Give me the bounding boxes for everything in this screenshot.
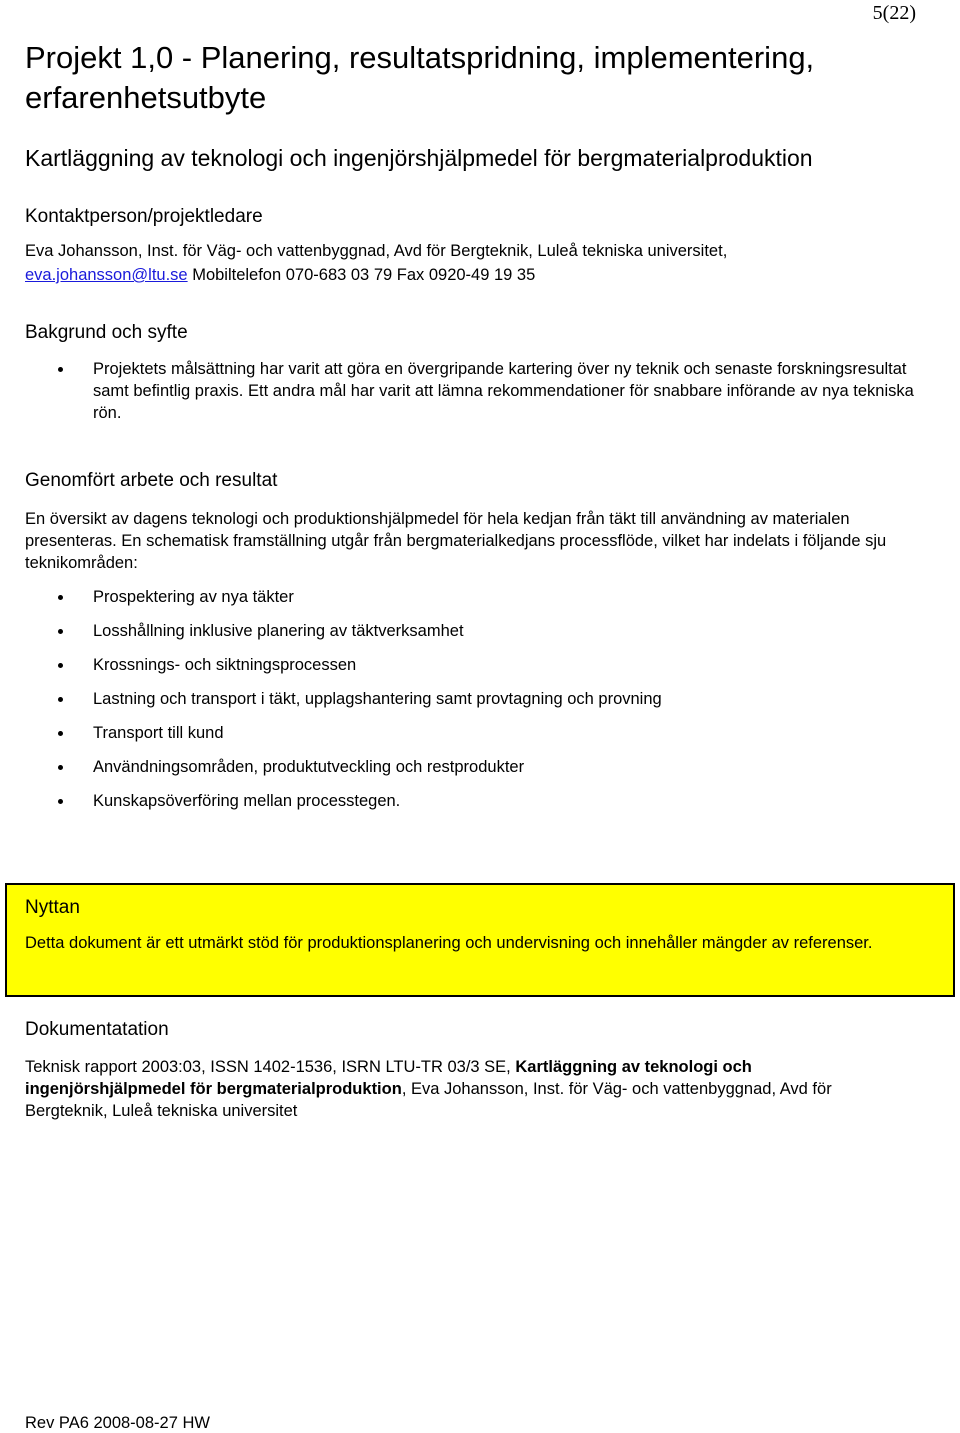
doc-report-title: Kartläggning av teknologi och ingenjörshjälpmedel för bergmaterialproduktion bbox=[25, 1058, 752, 1098]
list-item: Lastning och transport i täkt, upplagshantering samt provtagning och provning bbox=[25, 688, 915, 710]
doc-text-after: , Eva Johansson, Inst. för Väg- och vattenbyggnad, Avd för Bergteknik, Luleå tekniska universitet bbox=[25, 1080, 832, 1120]
page-title: Projekt 1,0 - Planering, resultatspridning, implementering, erfarenhetsutbyte bbox=[25, 40, 815, 115]
main-content bbox=[25, 38, 915, 824]
genomfort-heading: Genomfört arbete och resultat bbox=[25, 470, 278, 491]
contact-line-2: Mobiltelefon 070-683 03 79 Fax 0920-49 19 35 bbox=[187, 266, 536, 284]
bakgrund-list bbox=[25, 358, 915, 424]
contact-heading: Kontaktperson/projektledare bbox=[25, 206, 263, 227]
list-item: Projektets målsättning har varit att göra en övergripande kartering över ny teknik och senaste forskningsresultat samt befintlig praxis. Ett andra mål har varit att lämna rekommendationer för snabbare införande av nya tekniska rön. bbox=[25, 358, 915, 424]
bakgrund-heading: Bakgrund och syfte bbox=[25, 322, 188, 343]
dokumentation-text bbox=[25, 1056, 915, 1122]
list-item: Kunskapsöverföring mellan processtegen. bbox=[25, 790, 915, 812]
contact-line-1: Eva Johansson, Inst. för Väg- och vattenbyggnad, Avd för Bergteknik, Luleå tekniska universitet, bbox=[25, 242, 728, 260]
list-item: Krossnings- och siktningsprocessen bbox=[25, 654, 915, 676]
doc-text-before: Teknisk rapport 2003:03, ISSN 1402-1536, ISRN LTU-TR 03/3 SE, bbox=[25, 1058, 516, 1076]
nyttan-text: Detta dokument är ett utmärkt stöd för produktionsplanering och undervisning och innehåller mängder av referenser. bbox=[25, 934, 873, 952]
list-item: Transport till kund bbox=[25, 722, 915, 744]
nyttan-highlight-box bbox=[5, 883, 955, 997]
list-item: Prospektering av nya täkter bbox=[25, 586, 915, 608]
page-subtitle: Kartläggning av teknologi och ingenjörshjälpmedel för bergmaterialproduktion bbox=[25, 145, 813, 171]
teknikomraden-list bbox=[25, 586, 915, 812]
list-item: Losshållning inklusive planering av täktverksamhet bbox=[25, 620, 915, 642]
dokumentation-section bbox=[25, 1018, 915, 1122]
contact-info bbox=[25, 239, 915, 287]
genomfort-paragraph: En översikt av dagens teknologi och produktionshjälpmedel för hela kedjan från täkt till användning av materialen presenteras. En schematisk framställning utgår från bergmaterialkedjans processflöde, vilket har indelats i följande sju teknikområden: bbox=[25, 510, 887, 572]
nyttan-heading: Nyttan bbox=[25, 897, 80, 918]
page-number: 5(22) bbox=[872, 2, 916, 24]
dokumentation-heading: Dokumentatation bbox=[25, 1019, 169, 1040]
list-item: Användningsområden, produktutveckling och restprodukter bbox=[25, 756, 915, 778]
footer-revision: Rev PA6 2008-08-27 HW bbox=[25, 1414, 210, 1432]
email-link[interactable]: eva.johansson@ltu.se bbox=[25, 266, 188, 284]
